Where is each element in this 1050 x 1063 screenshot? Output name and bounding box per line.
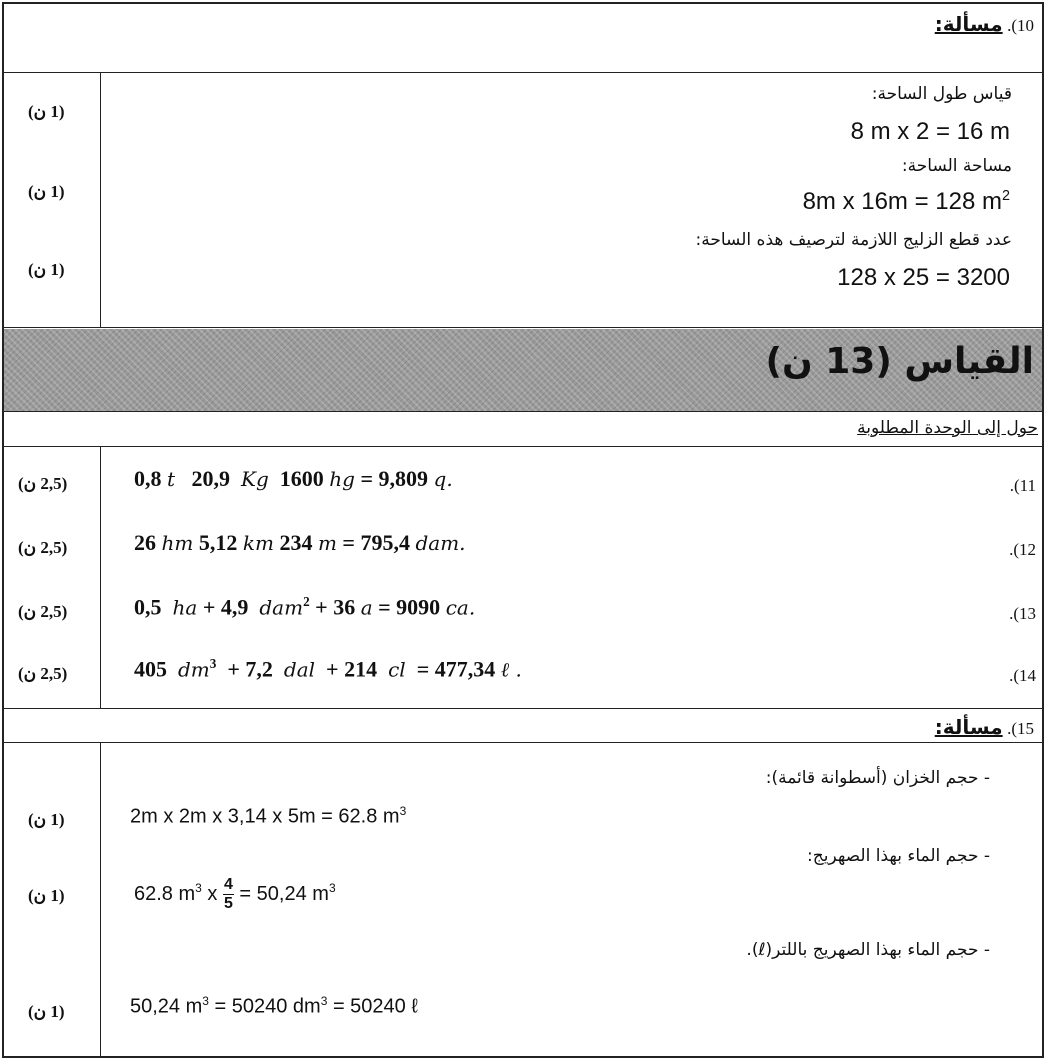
conversion-expression: 0,5 ha + 4,9 dam$^2$ + 36 a = 9090 ca. (134, 594, 476, 620)
divider (4, 708, 1042, 709)
line-label: - حجم الماء بهذا الصهريج: (807, 846, 990, 866)
banner-title: القياس (13 ن) (765, 341, 1034, 382)
line-expression: 8m x 16m = 128 $m^2$ (802, 188, 1010, 215)
item-number: .(14 (1009, 666, 1036, 685)
line-label: عدد قطع الزليج اللازمة لترصيف هذه الساحة: (695, 230, 1012, 250)
conversion-expression: 405 $dm^3 + 7,2$ dal + 214 cl = 477,34 ℓ . (134, 656, 522, 682)
conversion-expression: 26 hm 5,12 km 234 m = 795,4 dam. (134, 530, 466, 555)
conversion-expression: 0,8 t 20,9 Kg 1600 hg = 9,809 q. (134, 466, 453, 491)
points-badge: (1 ن) (28, 102, 65, 121)
item-number: .(11 (1009, 476, 1036, 495)
line-expression: 8 m x 2 = 16 m (850, 118, 1010, 145)
item-number: .(12 (1009, 540, 1036, 559)
fraction: $\frac{4}{5}$ (223, 876, 233, 912)
points-column-divider (100, 72, 101, 327)
divider (4, 327, 1042, 328)
points-badge: (1 ن) (28, 886, 65, 905)
line-label: - حجم الخزان (أسطوانة قائمة): (765, 768, 990, 788)
line-expression: 2m x 2m x 3,14 x 5m = 62.8 $m^3$ (130, 804, 407, 828)
problem-15-header (935, 715, 1034, 739)
divider (4, 72, 1042, 73)
points-badge: (2,5 ن) (18, 474, 68, 493)
problem-title: مسألة: (934, 715, 1003, 739)
line-label: - حجم الماء بهذا الصهريج باللتر(ℓ). (746, 940, 990, 960)
divider (4, 446, 1042, 447)
line-expression: 128 x 25 = 3200 (837, 264, 1010, 291)
problem-number: 10). (1007, 16, 1034, 35)
points-badge: (2,5 ن) (18, 602, 68, 621)
points-badge: (1 ن) (28, 810, 65, 829)
points-column-divider (100, 446, 101, 708)
points-badge: (2,5 ن) (18, 538, 68, 557)
points-badge: (1 ن) (28, 182, 65, 201)
line-expression: 50,24 $m^3 = 50240$ $dm^3 = 50240$ ℓ (130, 994, 418, 1018)
section-banner (4, 329, 1042, 411)
answer-sheet (2, 2, 1044, 1058)
points-column-divider (100, 742, 101, 1058)
conversion-instruction: حول إلى الوحدة المطلوبة (857, 418, 1038, 438)
divider (4, 411, 1042, 412)
item-number: .(13 (1009, 604, 1036, 623)
points-badge: (1 ن) (28, 1002, 65, 1021)
problem-title: مسألة: (934, 12, 1003, 36)
problem-10-header (935, 12, 1034, 36)
line-label: قياس طول الساحة: (871, 84, 1012, 104)
points-badge: (1 ن) (28, 260, 65, 279)
problem-number: 15). (1007, 719, 1034, 738)
line-label: مساحة الساحة: (901, 156, 1012, 176)
points-badge: (2,5 ن) (18, 664, 68, 683)
line-expression: 62.8 $m^3$ x $\frac{4}{5}$ = 50,24 $m^3$ (134, 876, 336, 912)
divider (4, 742, 1042, 743)
